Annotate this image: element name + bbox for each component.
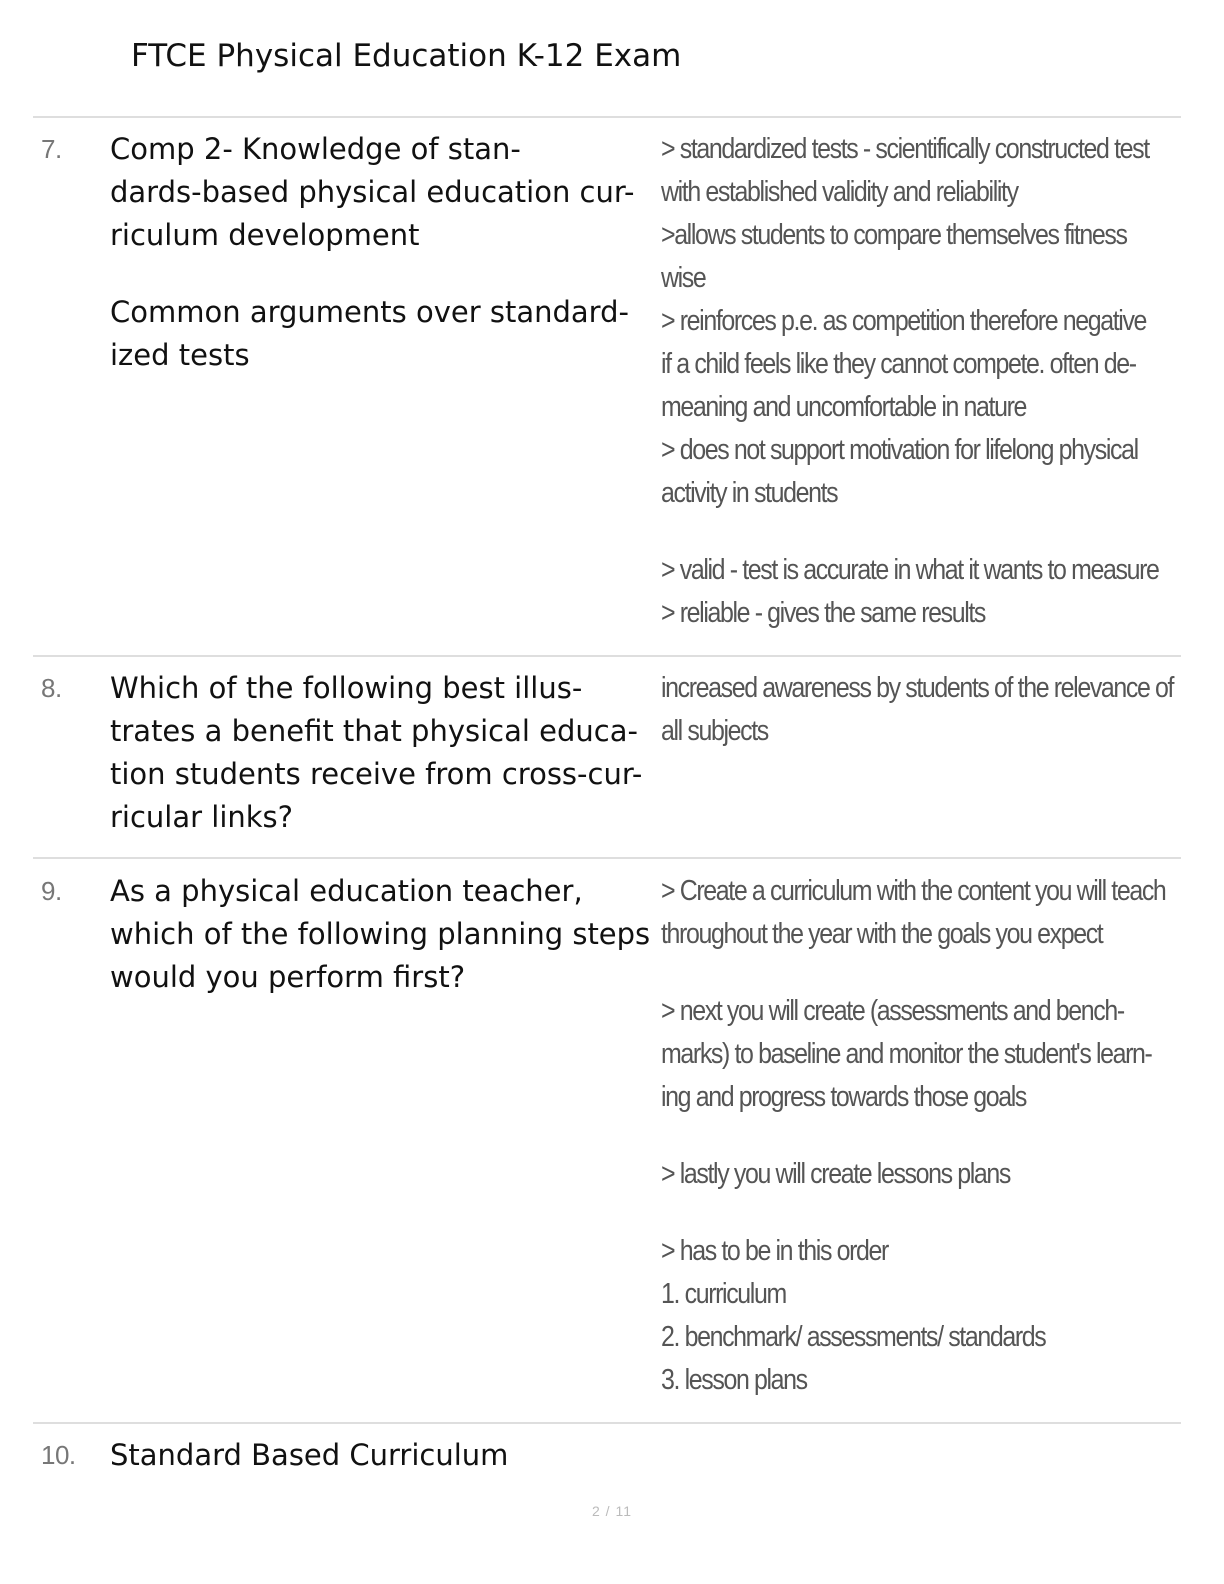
- text-line: ing and progress towards those goals: [661, 1081, 1027, 1113]
- text-line: > lastly you will create lessons plans: [661, 1158, 1011, 1190]
- divider: [33, 857, 1181, 859]
- text-line: if a child feels like they cannot compete. often de-: [661, 348, 1136, 380]
- text-line: As a physical education teacher,: [110, 874, 583, 908]
- divider: [33, 116, 1181, 118]
- text-line: > Create a curriculum with the content you will teach: [661, 875, 1166, 907]
- card-number: 10.: [41, 1440, 76, 1470]
- text-line: 1. curriculum: [661, 1278, 786, 1310]
- text-line: which of the following planning steps: [110, 917, 651, 951]
- text-line: tion students receive from cross-cur-: [110, 757, 643, 791]
- card-term: [110, 128, 655, 377]
- divider: [33, 655, 1181, 657]
- text-line: increased awareness by students of the relevance of: [661, 672, 1174, 704]
- page-number: 2 / 11: [592, 1503, 632, 1519]
- card-number: 8.: [41, 673, 62, 703]
- line-gap: [661, 1196, 1108, 1230]
- card-definition: [661, 128, 1159, 635]
- text-line: ized tests: [110, 338, 250, 372]
- text-line: > next you will create (assessments and bench-: [661, 995, 1124, 1027]
- text-line: Which of the following best illus-: [110, 671, 583, 705]
- card-number: 7.: [41, 134, 62, 164]
- text-line: activity in students: [661, 477, 838, 509]
- text-line: meaning and uncomfortable in nature: [661, 391, 1027, 423]
- text-line: > standardized tests - scientifically constructed test: [661, 133, 1149, 165]
- text-line: wise: [661, 262, 706, 294]
- text-line: with established validity and reliability: [661, 176, 1018, 208]
- card-term: [110, 1434, 655, 1477]
- text-line: > reinforces p.e. as competition therefore negative: [661, 305, 1147, 337]
- text-line: > reliable - gives the same results: [661, 597, 986, 629]
- text-line: dards-based physical education cur-: [110, 175, 635, 209]
- line-gap: [661, 956, 1108, 990]
- text-line: > valid - test is accurate in what it wants to measure: [661, 554, 1159, 586]
- text-line: all subjects: [661, 715, 768, 747]
- card-definition: [661, 667, 1174, 753]
- text-line: throughout the year with the goals you expect: [661, 918, 1103, 950]
- text-line: >allows students to compare themselves fitness: [661, 219, 1127, 251]
- line-gap: [110, 257, 655, 291]
- text-line: Common arguments over standard-: [110, 295, 629, 329]
- text-line: riculum development: [110, 218, 420, 252]
- text-line: trates a benefit that physical educa-: [110, 714, 638, 748]
- text-line: > does not support motivation for lifelong physical: [661, 434, 1138, 466]
- text-line: 2. benchmark/ assessments/ standards: [661, 1321, 1046, 1353]
- card-term: [110, 870, 655, 999]
- text-line: > has to be in this order: [661, 1235, 888, 1267]
- page-title: FTCE Physical Education K-12 Exam: [131, 38, 682, 74]
- card-number: 9.: [41, 876, 62, 906]
- divider: [33, 1422, 1181, 1424]
- card-definition: [661, 870, 1166, 1402]
- text-line: 3. lesson plans: [661, 1364, 807, 1396]
- line-gap: [661, 515, 1108, 549]
- text-line: Standard Based Curriculum: [110, 1438, 509, 1472]
- text-line: would you perform first?: [110, 960, 466, 994]
- text-line: Comp 2- Knowledge of stan-: [110, 132, 521, 166]
- text-line: marks) to baseline and monitor the student's learn-: [661, 1038, 1152, 1070]
- text-line: ricular links?: [110, 800, 294, 834]
- line-gap: [661, 1119, 1108, 1153]
- card-term: [110, 667, 655, 839]
